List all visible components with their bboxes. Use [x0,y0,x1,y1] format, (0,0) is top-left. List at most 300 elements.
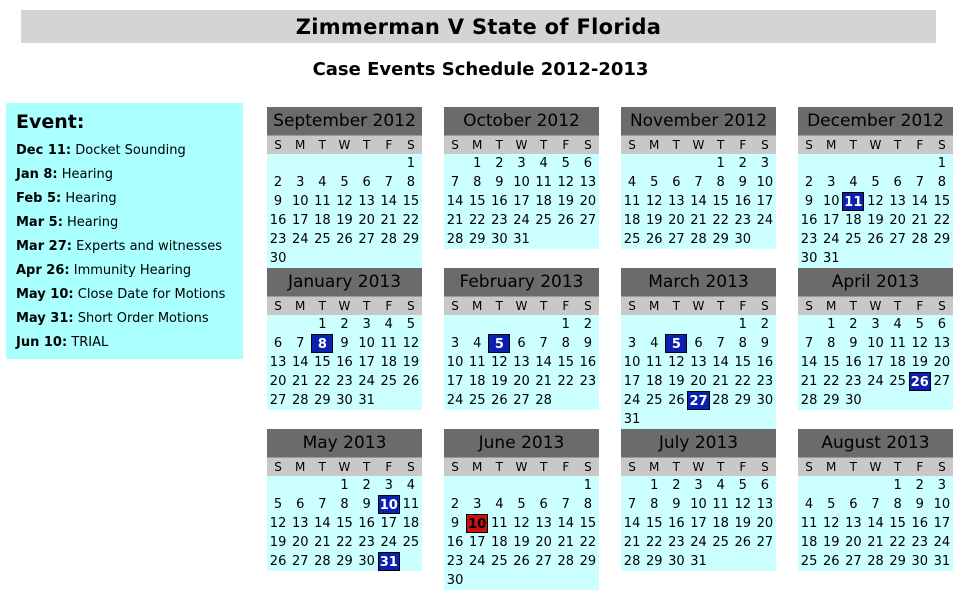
day-cell: 24 [623,393,641,408]
day-cell: 10 [822,194,840,209]
empty-day-cell [887,249,909,268]
empty-day-cell [687,410,709,429]
day-cell: 23 [668,535,685,550]
day-cell: 15 [402,194,420,209]
day-cell: 3 [362,317,371,332]
day-cell: 6 [694,336,703,351]
weekday-label: S [938,138,946,152]
empty-day-cell [356,154,378,173]
event-date: Jun 10: [16,335,68,350]
day-cell: 23 [269,232,287,247]
event-day-cell: 27 [687,391,709,410]
day-cell: 27 [889,232,906,247]
day-cell: 1 [716,156,725,171]
empty-day-cell [643,410,665,429]
day-cell: 4 [473,336,482,351]
event-day-cell: 26 [909,372,931,391]
weekday-label: T [672,299,681,313]
day-cell: 24 [513,213,530,228]
day-cell: 21 [535,374,552,389]
event-day-cell: 10 [378,495,400,514]
empty-day-cell [864,249,886,268]
day-cell: 6 [273,336,283,351]
day-cell: 13 [269,355,287,370]
day-cell: 22 [402,213,420,228]
weekday-label: T [716,138,725,152]
day-cell: 27 [933,374,951,389]
day-cell: 5 [273,497,283,512]
day-cell: 10 [623,355,641,370]
day-cell: 11 [800,516,818,531]
day-cell: 27 [668,232,685,247]
day-cell: 17 [933,516,951,531]
day-cell: 14 [446,194,464,209]
day-cell: 5 [561,156,570,171]
empty-day-cell [732,552,754,571]
day-cell: 2 [672,478,681,493]
weekday-label: T [893,138,902,152]
day-cell: 10 [933,497,951,512]
month-title: January 2013 [267,268,422,296]
weekday-label: T [318,138,327,152]
day-cell: 25 [889,374,906,389]
month-title: August 2013 [798,429,953,457]
event-date: Feb 5: [16,191,62,206]
day-cell: 1 [893,478,902,493]
empty-day-cell [488,476,510,495]
day-cell: 24 [468,554,486,569]
day-cell: 8 [340,497,349,512]
event-description: Immunity Hearing [73,263,192,278]
empty-day-cell [356,249,378,268]
day-cell: 15 [557,355,575,370]
empty-day-cell [555,230,577,249]
day-cell: 19 [911,355,929,370]
empty-day-cell [466,571,488,590]
empty-day-cell [842,154,864,173]
day-cell: 31 [822,251,840,266]
weekday-label: S [451,460,459,474]
day-cell: 30 [800,251,818,266]
day-cell: 10 [446,355,464,370]
day-cell: 7 [716,336,725,351]
empty-day-cell [333,154,355,173]
day-cell: 11 [712,497,729,512]
weekday-label: T [362,138,371,152]
day-cell: 3 [760,156,770,171]
day-cell: 10 [756,175,774,190]
day-cell: 9 [915,497,924,512]
day-cell: 29 [734,393,752,408]
day-cell: 13 [535,516,552,531]
day-cell: 20 [535,535,552,550]
day-cell: 10 [867,336,884,351]
day-cell: 26 [269,554,287,569]
day-cell: 27 [513,393,530,408]
page-subtitle: Case Events Schedule 2012-2013 [312,59,649,80]
day-cell: 30 [358,554,375,569]
day-cell: 9 [495,175,504,190]
empty-day-cell [710,410,732,429]
empty-day-cell [466,315,488,334]
day-cell: 1 [406,156,416,171]
weekday-label: T [318,299,327,313]
day-cell: 20 [845,535,862,550]
weekday-label: F [385,138,393,152]
day-cell: 2 [583,317,593,332]
day-cell: 22 [734,374,752,389]
day-cell: 7 [627,497,637,512]
empty-day-cell [378,391,400,410]
day-cell: 6 [849,497,858,512]
event-date: Mar 27: [16,239,72,254]
weekday-label: F [385,460,393,474]
day-cell: 25 [623,232,641,247]
empty-day-cell [444,154,466,173]
day-cell: 6 [583,156,593,171]
day-cell: 17 [867,355,884,370]
event-date: May 31: [16,311,74,326]
day-cell: 27 [269,393,287,408]
weekday-label: W [515,138,528,152]
weekday-label: W [692,460,705,474]
event-description: Docket Sounding [75,143,186,158]
day-cell: 25 [645,393,663,408]
day-cell: 17 [623,374,641,389]
day-cell: 22 [579,535,597,550]
day-cell: 25 [380,374,398,389]
day-cell: 16 [579,355,597,370]
empty-day-cell [267,476,289,495]
day-cell: 6 [296,497,305,512]
day-cell: 8 [893,497,902,512]
empty-day-cell [555,391,577,410]
day-cell: 22 [822,374,840,389]
day-cell: 13 [690,355,707,370]
empty-day-cell [864,391,886,410]
event-item [16,307,233,331]
day-cell: 23 [579,374,597,389]
day-cell: 21 [380,213,398,228]
day-cell: 11 [645,355,663,370]
empty-day-cell [864,476,886,495]
day-cell: 19 [867,213,884,228]
day-cell: 18 [314,213,331,228]
day-cell: 28 [690,232,707,247]
day-cell: 30 [911,554,929,569]
empty-day-cell [289,154,311,173]
empty-day-cell [643,315,665,334]
weekday-label: S [805,138,813,152]
day-cell: 21 [314,535,331,550]
day-cell: 4 [804,497,814,512]
day-grid [621,154,776,249]
day-cell: 16 [911,516,929,531]
empty-day-cell [820,154,842,173]
day-cell: 19 [668,374,685,389]
empty-day-cell [510,476,532,495]
day-cell: 22 [889,535,906,550]
day-grid [444,476,599,590]
day-cell: 1 [473,156,482,171]
event-day-cell: 5 [488,334,510,353]
day-grid [621,315,776,429]
day-cell: 3 [627,336,637,351]
day-cell: 23 [911,535,929,550]
weekday-label: S [584,460,592,474]
empty-day-cell [510,315,532,334]
day-cell: 23 [734,213,752,228]
trial-day-cell: 10 [466,514,488,533]
day-cell: 29 [336,554,353,569]
day-cell: 3 [871,317,880,332]
event-item [16,331,233,355]
day-cell: 2 [273,175,283,190]
day-cell: 4 [495,497,504,512]
day-grid [621,476,776,571]
day-cell: 28 [800,393,818,408]
day-cell: 27 [579,213,597,228]
empty-day-cell [909,391,931,410]
event-item [16,211,233,235]
day-cell: 20 [889,213,906,228]
day-cell: 21 [867,535,884,550]
day-cell: 28 [867,554,884,569]
weekday-label: S [628,138,636,152]
day-cell: 15 [468,194,486,209]
weekday-label: S [451,138,459,152]
day-cell: 17 [358,355,375,370]
month-calendar [621,107,776,249]
day-cell: 22 [557,374,575,389]
weekday-label: W [338,138,351,152]
day-cell: 15 [712,194,729,209]
empty-day-cell [267,154,289,173]
empty-day-cell [533,571,555,590]
day-cell: 6 [362,175,371,190]
day-cell: 14 [867,516,884,531]
day-cell: 2 [760,317,770,332]
day-cell: 27 [756,535,774,550]
day-cell: 8 [561,336,570,351]
weekday-label: S [805,460,813,474]
weekday-label: T [318,460,327,474]
day-cell: 5 [827,497,836,512]
day-cell: 22 [314,374,331,389]
weekday-label: S [938,299,946,313]
day-cell: 8 [650,497,659,512]
day-cell: 1 [561,317,570,332]
event-item [16,139,233,163]
empty-day-cell [909,249,931,268]
day-cell: 12 [513,516,530,531]
day-cell: 29 [314,393,331,408]
day-cell: 4 [406,478,416,493]
day-cell: 12 [867,194,884,209]
day-cell: 9 [738,175,747,190]
day-cell: 12 [668,355,685,370]
day-cell: 16 [336,355,353,370]
weekday-label: F [916,138,924,152]
day-cell: 8 [583,497,593,512]
day-cell: 11 [889,336,906,351]
empty-day-cell [687,315,709,334]
day-cell: 23 [446,554,464,569]
weekday-label: F [916,460,924,474]
month-calendar [267,107,422,268]
day-cell: 21 [623,535,641,550]
day-cell: 5 [871,175,880,190]
day-cell: 5 [340,175,349,190]
event-item [16,187,233,211]
day-cell: 2 [450,497,460,512]
day-cell: 8 [406,175,416,190]
day-cell: 7 [694,175,703,190]
day-cell: 14 [557,516,575,531]
month-title: June 2013 [444,429,599,457]
month-calendar [267,268,422,410]
event-day-cell: 5 [665,334,687,353]
day-grid [444,315,599,410]
day-cell: 26 [491,393,508,408]
event-date: Dec 11: [16,143,72,158]
day-cell: 2 [340,317,349,332]
weekday-label: F [562,138,570,152]
day-cell: 11 [468,355,486,370]
day-cell: 11 [314,194,331,209]
day-cell: 12 [911,336,929,351]
day-cell: 26 [734,535,752,550]
day-cell: 24 [358,374,375,389]
day-cell: 18 [468,374,486,389]
day-cell: 13 [358,194,375,209]
day-cell: 19 [734,516,752,531]
day-cell: 23 [491,213,508,228]
event-item [16,259,233,283]
day-cell: 18 [535,194,552,209]
day-cell: 26 [822,554,840,569]
day-grid [267,154,422,268]
day-cell: 18 [800,535,818,550]
month-title: April 2013 [798,268,953,296]
empty-day-cell [842,249,864,268]
empty-day-cell [687,154,709,173]
month-title: March 2013 [621,268,776,296]
weekday-label: F [739,138,747,152]
empty-day-cell [400,552,422,571]
event-list [16,139,233,355]
weekday-label: S [761,299,769,313]
day-cell: 10 [513,175,530,190]
empty-day-cell [400,391,422,410]
empty-day-cell [665,315,687,334]
weekday-label: M [472,460,483,474]
day-cell: 26 [402,374,420,389]
day-cell: 6 [539,497,548,512]
day-cell: 30 [734,232,752,247]
day-cell: 5 [738,478,747,493]
day-cell: 25 [314,232,331,247]
day-cell: 19 [269,535,287,550]
weekday-label: F [562,299,570,313]
day-cell: 24 [867,374,884,389]
day-cell: 14 [800,355,818,370]
events-panel [6,103,243,359]
day-cell: 12 [557,175,575,190]
weekday-label: T [539,138,548,152]
weekday-label: T [849,138,858,152]
day-cell: 6 [893,175,902,190]
empty-day-cell [887,391,909,410]
weekday-label: M [649,460,660,474]
weekday-label: S [407,138,415,152]
day-cell: 9 [340,336,349,351]
event-description: Experts and witnesses [76,239,223,254]
day-cell: 21 [291,374,309,389]
day-cell: 5 [517,497,526,512]
day-cell: 30 [269,251,287,266]
day-cell: 12 [822,516,840,531]
day-cell: 8 [738,336,747,351]
empty-day-cell [555,571,577,590]
day-cell: 7 [871,497,880,512]
day-cell: 9 [849,336,858,351]
weekday-label: T [362,460,371,474]
empty-day-cell [577,391,599,410]
day-cell: 22 [712,213,729,228]
empty-day-cell [710,315,732,334]
weekday-label: M [295,299,306,313]
day-cell: 26 [668,393,685,408]
day-cell: 1 [937,156,947,171]
day-cell: 2 [804,175,814,190]
day-cell: 18 [491,535,508,550]
day-grid [798,476,953,571]
weekday-header [798,135,953,154]
day-cell: 21 [712,374,729,389]
day-cell: 14 [314,516,331,531]
empty-day-cell [444,315,466,334]
day-cell: 14 [380,194,398,209]
day-cell: 14 [690,194,707,209]
weekday-label: W [515,299,528,313]
day-cell: 13 [756,497,774,512]
day-cell: 17 [291,213,309,228]
month-calendar [444,107,599,249]
empty-day-cell [798,476,820,495]
day-cell: 18 [845,213,862,228]
weekday-label: T [849,460,858,474]
day-cell: 24 [933,535,951,550]
day-cell: 28 [314,554,331,569]
day-cell: 12 [336,194,353,209]
day-cell: 26 [557,213,575,228]
day-cell: 25 [402,535,420,550]
day-cell: 9 [450,516,460,531]
day-cell: 11 [535,175,552,190]
weekday-label: M [295,460,306,474]
day-cell: 24 [822,232,840,247]
weekday-label: F [739,460,747,474]
event-date: Jan 8: [16,167,58,182]
day-cell: 17 [822,213,840,228]
day-grid [798,315,953,410]
day-cell: 9 [362,497,371,512]
weekday-header [621,457,776,476]
day-cell: 28 [712,393,729,408]
day-cell: 7 [915,175,924,190]
day-cell: 21 [690,213,707,228]
